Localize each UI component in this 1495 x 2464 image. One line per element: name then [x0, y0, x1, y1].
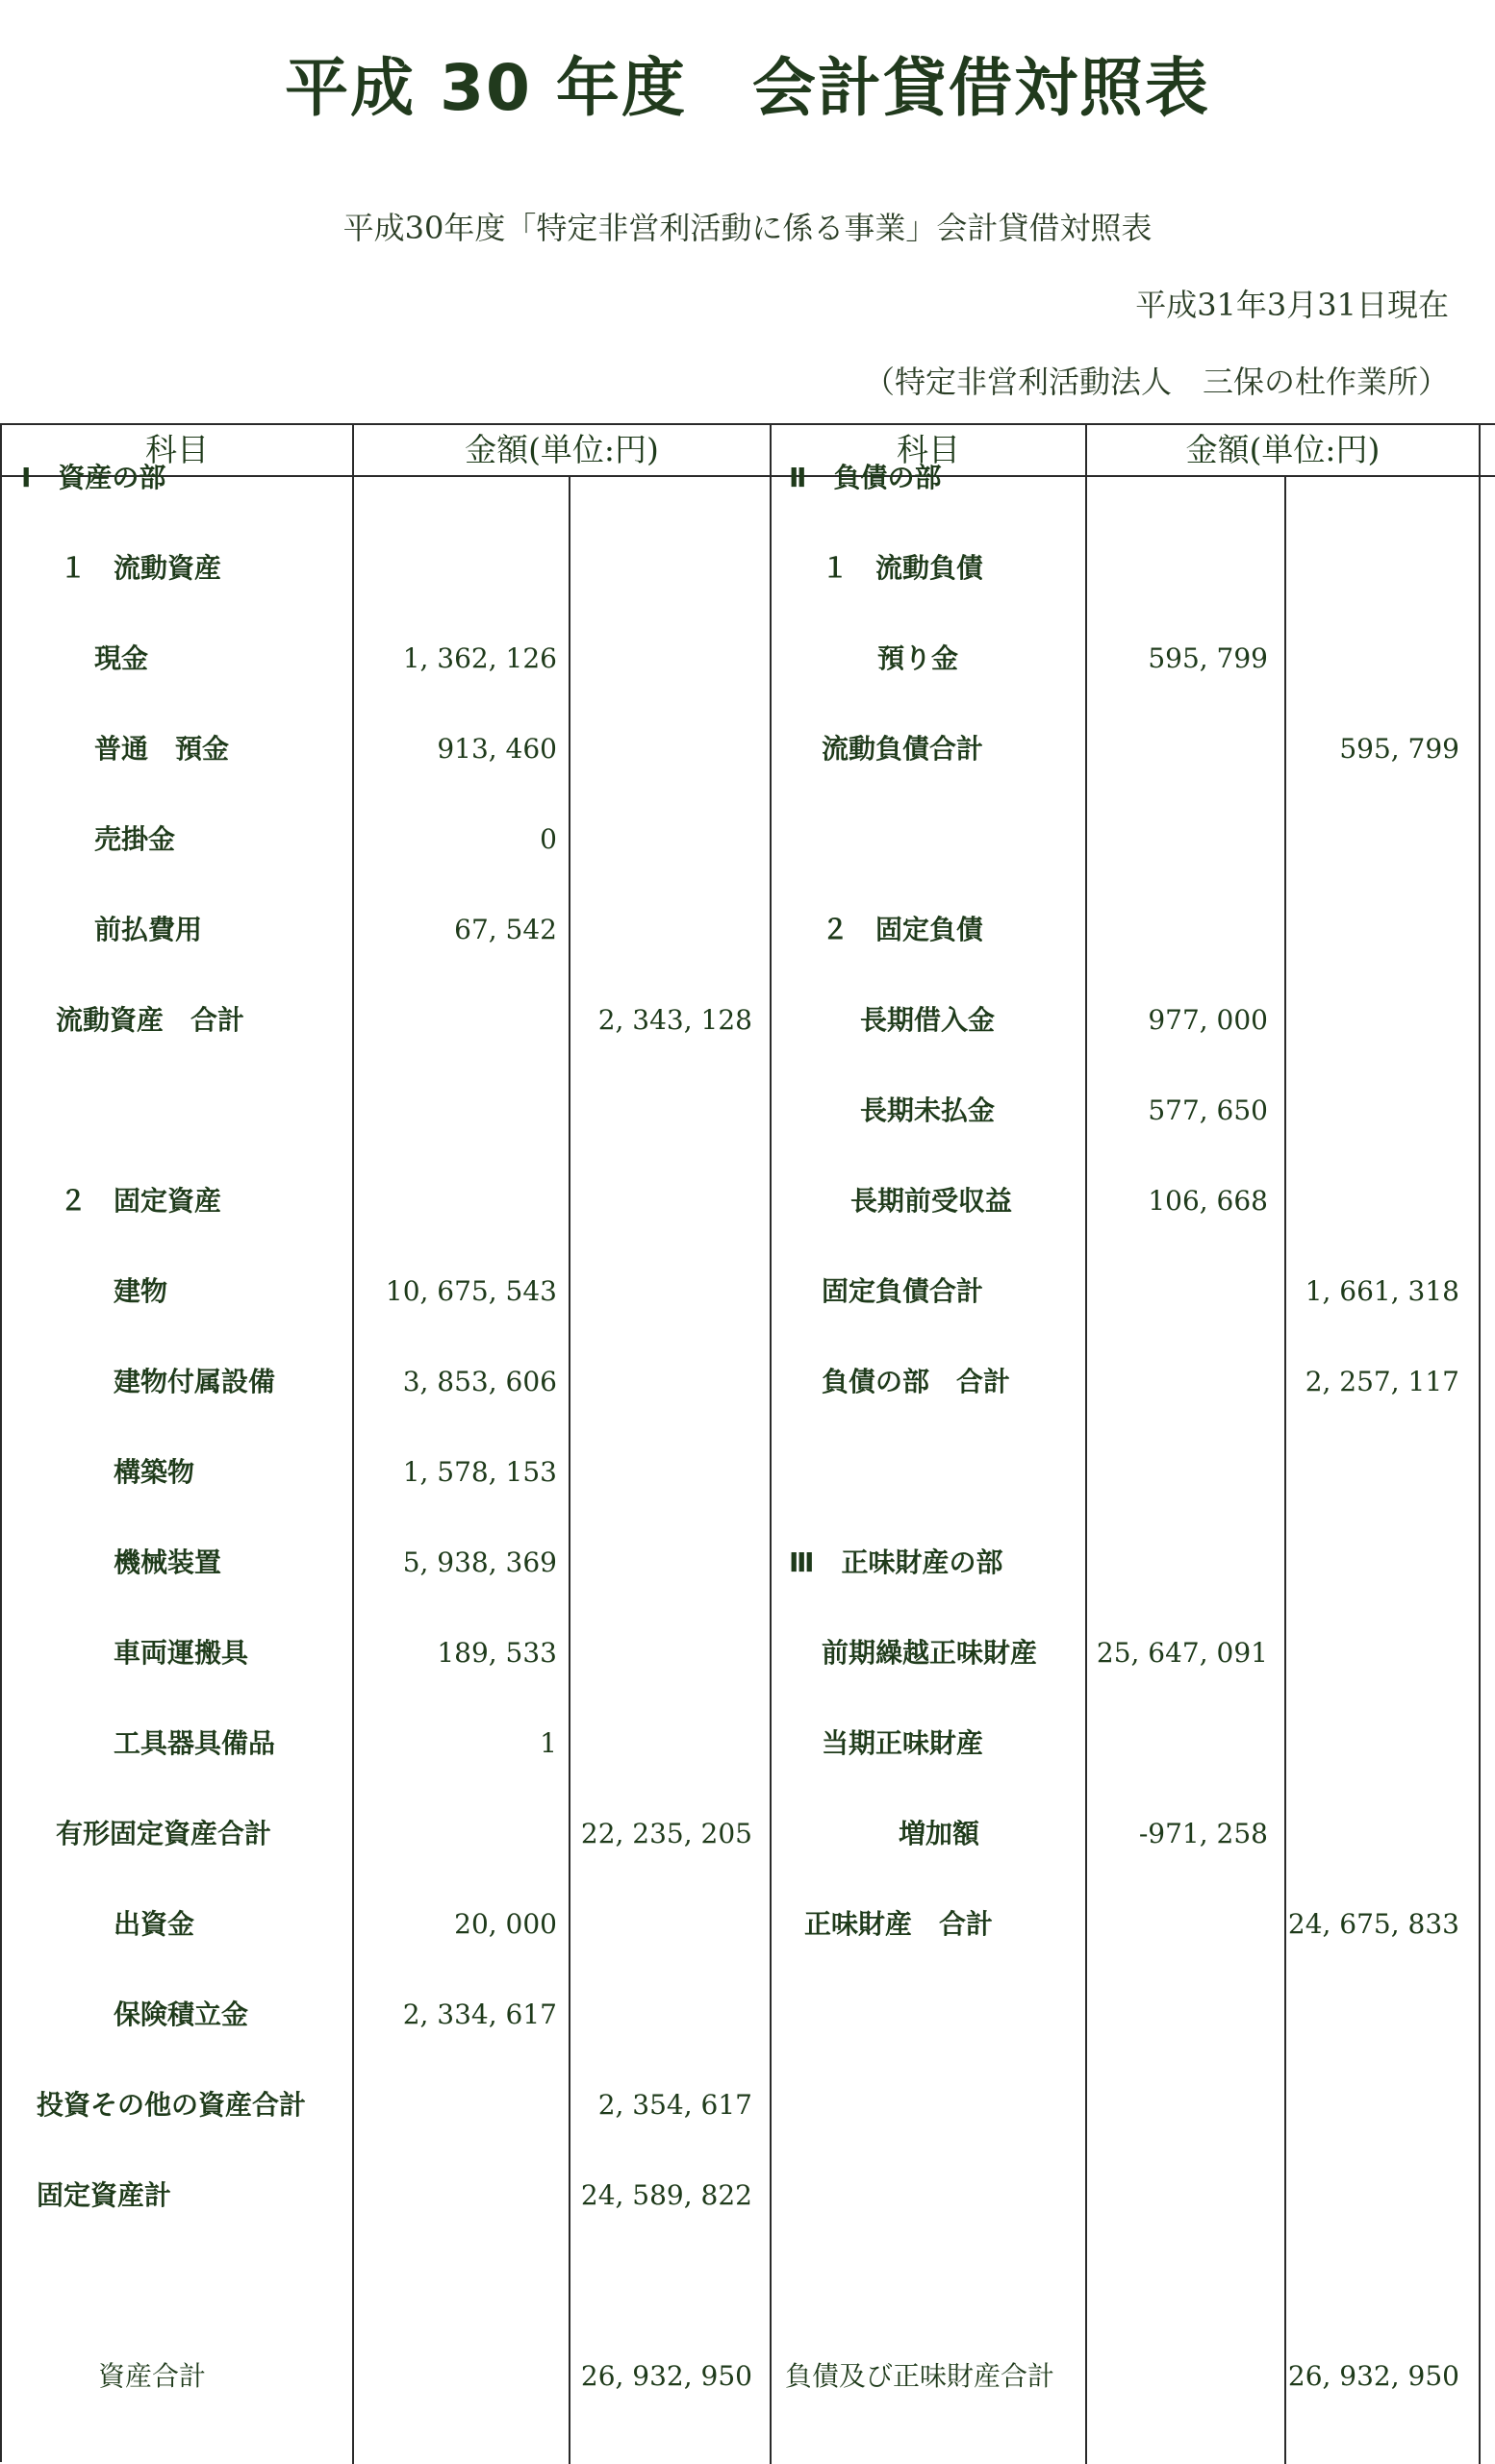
left-item-label: 流動資産 合計: [56, 1004, 245, 1036]
left-subtotal: [570, 1156, 752, 1246]
header-amount-left: 金額(単位:円): [465, 431, 659, 468]
right-subtotal: 26, 932, 950: [1287, 2360, 1459, 2392]
left-amount: [353, 975, 557, 1066]
table-row: [2, 2060, 1495, 2150]
left-subtotal: 26, 932, 950: [580, 2360, 752, 2392]
right-item-label: 増加額: [899, 1818, 980, 1849]
right-subtotal: [1286, 523, 1459, 614]
right-amount: [1089, 2060, 1268, 2150]
left-subtotal: [570, 1066, 752, 1156]
left-amount: 1, 578, 153: [402, 1456, 557, 1488]
right-amount: 977, 000: [1148, 1004, 1268, 1036]
left-amount: 20, 000: [454, 1908, 557, 1940]
header-item-left: 科目: [145, 431, 209, 468]
table-row: [2, 1066, 1495, 1156]
organization-name: （特定非営利活動法人 三保の杜作業所）: [863, 364, 1449, 400]
left-item-label: ２ 固定資産: [60, 1185, 222, 1217]
right-amount: [1089, 1337, 1268, 1427]
left-amount: [353, 433, 557, 523]
left-item-label: 工具器具備品: [114, 1727, 276, 1759]
left-amount: 1: [540, 1727, 557, 1759]
left-amount: [353, 2241, 557, 2331]
table-row: [2, 1156, 1495, 1246]
right-amount: [1089, 433, 1268, 523]
left-item-label: 資産合計: [98, 2360, 207, 2392]
left-item-label: 建物: [114, 1275, 168, 1307]
left-amount: [353, 1789, 557, 1879]
right-subtotal: 1, 661, 318: [1305, 1275, 1459, 1307]
right-amount: [1089, 1970, 1268, 2060]
table-row: [2, 1427, 1495, 1518]
left-item-label: 構築物: [114, 1456, 195, 1488]
right-item-label: 長期前受収益: [850, 1185, 1013, 1217]
table-row: [2, 614, 1495, 704]
document-subtitle: 平成30年度「特定非営利活動に係る事業」会計貸借対照表: [342, 210, 1153, 246]
right-amount: [1089, 1246, 1268, 1337]
right-subtotal: [1286, 1970, 1459, 2060]
left-amount: 1, 362, 126: [402, 642, 557, 674]
balance-sheet-table: [0, 423, 1495, 2462]
left-subtotal: 2, 354, 617: [597, 2089, 752, 2121]
right-subtotal: [1286, 2060, 1459, 2150]
left-item-label: 車両運搬具: [114, 1637, 249, 1669]
left-subtotal: 24, 589, 822: [580, 2179, 752, 2211]
right-item-label: 長期借入金: [860, 1004, 996, 1036]
left-amount: [353, 2060, 557, 2150]
left-amount: [353, 1156, 557, 1246]
right-subtotal: [1286, 975, 1459, 1066]
left-amount: [353, 2150, 557, 2241]
right-item-label: ２ 固定負債: [822, 914, 984, 945]
left-item-label: 固定資産計: [37, 2179, 172, 2211]
table-row: [2, 1789, 1495, 1879]
left-item-label: 投資その他の資産合計: [37, 2089, 307, 2121]
left-item-label: 普通 預金: [94, 733, 230, 765]
left-subtotal: [570, 1337, 752, 1427]
left-subtotal: [570, 794, 752, 885]
right-amount: 595, 799: [1148, 642, 1268, 674]
right-subtotal: [1286, 433, 1459, 523]
right-subtotal: [1286, 2150, 1459, 2241]
right-subtotal: [1286, 2241, 1459, 2331]
header-amount-right: 金額(単位:円): [1185, 431, 1381, 468]
left-subtotal: [570, 1698, 752, 1789]
left-subtotal: 2, 343, 128: [597, 1004, 752, 1036]
right-item-label: Ⅲ 正味財産の部: [789, 1546, 1003, 1578]
right-subtotal: [1286, 1789, 1459, 1879]
table-row: [2, 1246, 1495, 1337]
right-subtotal: 595, 799: [1339, 733, 1459, 765]
left-item-label: 売掛金: [94, 823, 176, 855]
table-row: [2, 885, 1495, 975]
right-subtotal: [1286, 1066, 1459, 1156]
left-subtotal: [570, 1246, 752, 1337]
left-subtotal: [570, 1518, 752, 1608]
left-item-label: 建物付属設備: [114, 1366, 276, 1397]
table-row: [2, 1518, 1495, 1608]
table-row: [2, 2331, 1495, 2422]
right-item-label: 負債の部 合計: [822, 1366, 1011, 1397]
left-amount: [353, 2331, 557, 2422]
left-item-label: 現金: [94, 642, 149, 674]
table-row: [2, 704, 1495, 794]
right-item-label: 長期未払金: [860, 1094, 996, 1126]
left-amount: 0: [540, 823, 557, 855]
right-item-label: 正味財産 合計: [804, 1908, 994, 1940]
left-amount: 5, 938, 369: [402, 1546, 557, 1578]
left-amount: 913, 460: [437, 733, 557, 765]
right-item-label: １ 流動負債: [822, 552, 984, 584]
right-subtotal: [1286, 614, 1459, 704]
left-amount: 3, 853, 606: [402, 1366, 557, 1397]
as-of-date: 平成31年3月31日現在: [1135, 287, 1449, 323]
right-subtotal: [1286, 1518, 1459, 1608]
left-subtotal: [570, 704, 752, 794]
left-subtotal: [570, 1427, 752, 1518]
right-subtotal: [1286, 1608, 1459, 1698]
table-row: [2, 1608, 1495, 1698]
left-item-label: 有形固定資産合計: [56, 1818, 272, 1849]
left-subtotal: [570, 433, 752, 523]
right-amount: 106, 668: [1148, 1185, 1268, 1217]
table-row: [2, 523, 1495, 614]
header-item-right: 科目: [897, 431, 960, 468]
right-item-label: 固定負債合計: [822, 1275, 984, 1307]
table-row: [2, 1970, 1495, 2060]
right-amount: [1089, 1427, 1268, 1518]
table-row: [2, 1337, 1495, 1427]
left-item-label: Ⅰ 資産の部: [21, 462, 166, 493]
left-subtotal: [570, 1608, 752, 1698]
table-row: [2, 433, 1495, 523]
left-subtotal: 22, 235, 205: [580, 1818, 752, 1849]
left-amount: 67, 542: [454, 914, 557, 945]
left-subtotal: [570, 2241, 752, 2331]
right-item-label: 当期正味財産: [822, 1727, 984, 1759]
table-row: [2, 1698, 1495, 1789]
left-subtotal: [570, 523, 752, 614]
right-subtotal: [1286, 1427, 1459, 1518]
table-row: [2, 2150, 1495, 2241]
right-amount: [1089, 885, 1268, 975]
right-item-label: Ⅱ 負債の部: [789, 462, 942, 493]
right-amount: [1089, 2150, 1268, 2241]
left-amount: [353, 1066, 557, 1156]
right-item-label: 預り金: [877, 642, 959, 674]
right-amount: [1089, 704, 1268, 794]
right-amount: [1089, 2241, 1268, 2331]
left-item-label: １ 流動資産: [60, 552, 222, 584]
right-subtotal: 24, 675, 833: [1287, 1908, 1459, 1940]
right-subtotal: [1286, 885, 1459, 975]
left-amount: 189, 533: [437, 1637, 557, 1669]
right-amount: [1089, 794, 1268, 885]
right-amount: 25, 647, 091: [1096, 1637, 1268, 1669]
left-amount: 2, 334, 617: [402, 1999, 557, 2030]
right-amount: [1089, 1879, 1268, 1970]
right-item-label: 負債及び正味財産合計: [785, 2360, 1055, 2392]
right-amount: [1089, 523, 1268, 614]
left-item-label: 保険積立金: [114, 1999, 249, 2030]
left-subtotal: [570, 1970, 752, 2060]
document-title: 平成 30 年度 会計貸借対照表: [285, 51, 1210, 125]
table-row: [2, 1879, 1495, 1970]
right-amount: [1089, 1698, 1268, 1789]
left-subtotal: [570, 1879, 752, 1970]
table-row: [2, 2241, 1495, 2331]
table-row: [2, 794, 1495, 885]
right-amount: [1089, 2331, 1268, 2422]
right-amount: -971, 258: [1138, 1818, 1268, 1849]
right-subtotal: [1286, 1698, 1459, 1789]
left-subtotal: [570, 614, 752, 704]
left-amount: 10, 675, 543: [385, 1275, 557, 1307]
right-amount: 577, 650: [1148, 1094, 1268, 1126]
right-subtotal: 2, 257, 117: [1305, 1366, 1459, 1397]
left-item-label: 前払費用: [94, 914, 203, 945]
right-subtotal: [1286, 1156, 1459, 1246]
right-amount: [1089, 1518, 1268, 1608]
left-item-label: 出資金: [114, 1908, 195, 1940]
left-subtotal: [570, 885, 752, 975]
right-subtotal: [1286, 794, 1459, 885]
right-item-label: 流動負債合計: [822, 733, 984, 765]
left-item-label: 機械装置: [114, 1546, 222, 1578]
right-item-label: 前期繰越正味財産: [822, 1637, 1038, 1669]
left-amount: [353, 523, 557, 614]
table-row: [2, 975, 1495, 1066]
